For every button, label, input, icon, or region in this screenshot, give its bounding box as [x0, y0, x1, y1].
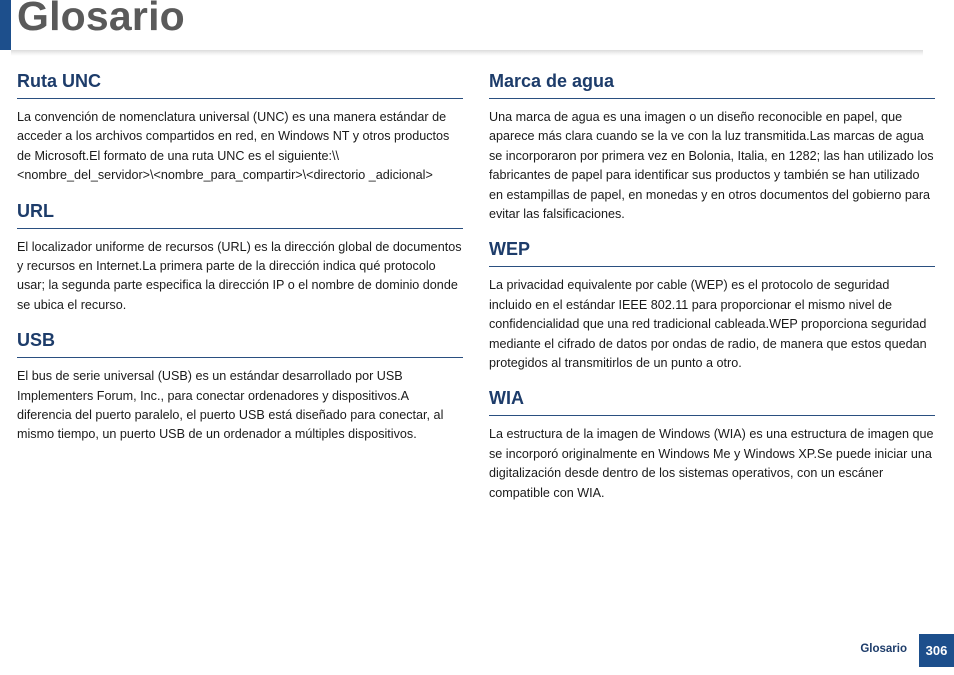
section-heading: Ruta UNC — [17, 70, 463, 99]
section-body: La convención de nomenclatura universal (UNC) es una manera estándar de acceder a los archivos compartidos en red, en Windows NT y otros productos de Microsoft.El formato de una ruta UNC es el siguiente:\\<nombre_del_servidor>\<nombre_para_compartir>\<directorio _adicional> — [17, 110, 450, 183]
title-divider — [11, 50, 923, 56]
section-url — [17, 200, 463, 316]
section-wia — [489, 387, 935, 503]
section-marca-de-agua — [489, 70, 935, 224]
section-heading: WIA — [489, 387, 935, 416]
section-heading: WEP — [489, 238, 935, 267]
title-accent-bar — [0, 0, 11, 50]
section-heading: URL — [17, 200, 463, 229]
section-body: El bus de serie universal (USB) es un estándar desarrollado por USB Implementers Forum, Inc., para conectar ordenadores y dispositivos.A diferencia del puerto paralelo, el puerto USB está diseñado para conectar, al mismo tiempo, un puerto USB de un ordenador a múltiples dispositivos. — [17, 369, 444, 442]
section-usb — [17, 329, 463, 445]
right-column — [489, 70, 935, 517]
section-body: Una marca de agua es una imagen o un diseño reconocible en papel, que aparece más clara cuando se la ve con la luz transmitida.Las marcas de agua se incorporaron por primera vez en Bolonia, Italia, en 1282; las han utilizado los fabricantes de papel para identificar sus productos y también se han utilizado en estampillas de papel, en monedas y en otros documentos del gobierno para evitar las falsificaciones. — [489, 110, 934, 222]
section-heading: USB — [17, 329, 463, 358]
section-heading: Marca de agua — [489, 70, 935, 99]
page-number-badge: 306 — [919, 634, 954, 667]
page-title: Glosario — [17, 0, 185, 39]
section-body: La estructura de la imagen de Windows (WIA) es una estructura de imagen que se incorporó originalmente en Windows Me y Windows XP.Se puede iniciar una digitalización desde dentro de los sistemas operativos, con un escáner compatible con WIA. — [489, 427, 934, 500]
left-column — [17, 70, 463, 459]
section-body: La privacidad equivalente por cable (WEP) es el protocolo de seguridad incluido en el estándar IEEE 802.11 para proporcionar el mismo nivel de confidencialidad que una red tradicional cableada.WEP proporciona seguridad mediante el cifrado de datos por ondas de radio, de manera que estos quedan protegidos al transmitirlos de un punto a otro. — [489, 278, 927, 371]
section-ruta-unc — [17, 70, 463, 186]
section-body: El localizador uniforme de recursos (URL) es la dirección global de documentos y recursos en Internet.La primera parte de la dirección indica qué protocolo usar; la segunda parte especifica la dirección IP o el nombre de dominio donde se ubica el recurso. — [17, 239, 462, 312]
section-wep — [489, 238, 935, 373]
footer-chapter-link[interactable]: Glosario — [860, 643, 907, 655]
